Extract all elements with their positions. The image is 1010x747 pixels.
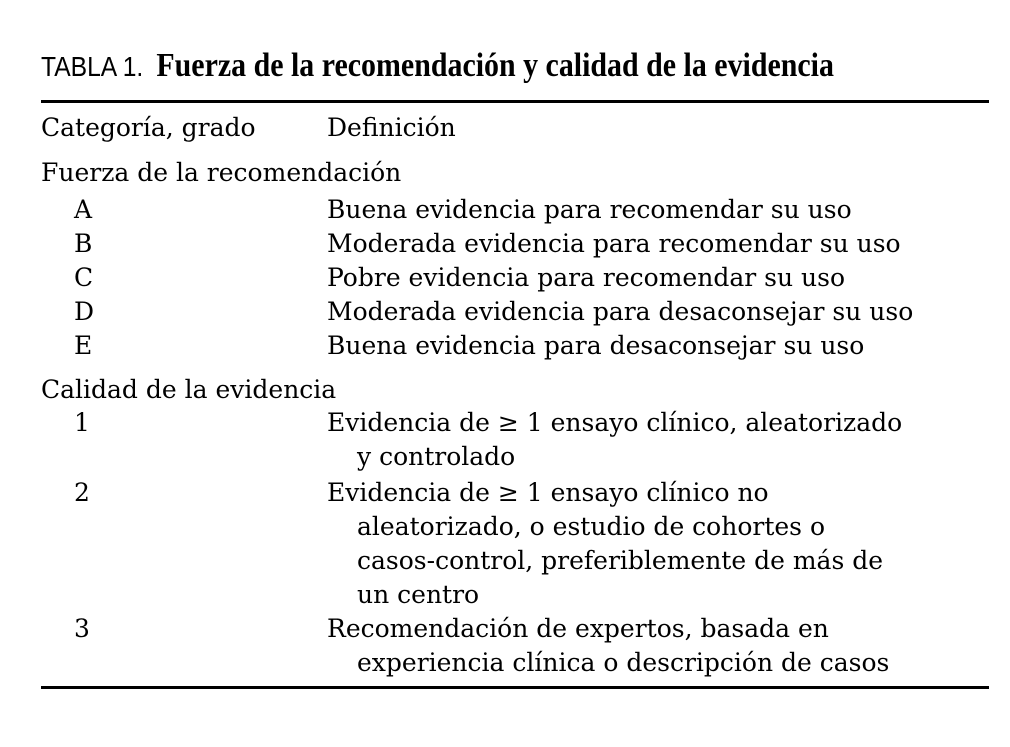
definition-line: Evidencia de ≥ 1 ensayo clínico, aleatorizado	[327, 408, 903, 437]
definition-cell	[327, 476, 989, 612]
section-label-strength: Fuerza de la recomendación	[41, 158, 402, 187]
definition-line: Pobre evidencia para recomendar su uso	[327, 263, 845, 292]
definition-line: Recomendación de expertos, basada en	[327, 614, 829, 643]
grade-cell: 2	[74, 478, 90, 507]
definition-line: Moderada evidencia para desaconsejar su uso	[327, 297, 914, 326]
definition-line: aleatorizado, o estudio de cohortes o	[357, 512, 826, 541]
grade-cell: E	[74, 331, 93, 360]
table-caption: Fuerza de la recomendación y calidad de la evidencia	[156, 47, 834, 84]
grade-cell: D	[74, 297, 95, 326]
definition-line: Evidencia de ≥ 1 ensayo clínico no	[327, 478, 769, 507]
grade-cell: 3	[74, 614, 90, 643]
column-header-category: Categoría, grado	[41, 113, 256, 142]
table-number: TABLA 1.	[41, 51, 144, 82]
grade-cell: C	[74, 263, 94, 292]
definition-line: y controlado	[357, 442, 516, 471]
definition-cell	[327, 329, 989, 363]
top-rule	[41, 100, 989, 103]
definition-line: Moderada evidencia para recomendar su uso	[327, 229, 901, 258]
bottom-rule	[41, 686, 989, 689]
table-title	[41, 40, 834, 93]
section-label-quality: Calidad de la evidencia	[41, 375, 337, 404]
grade-cell: B	[74, 229, 93, 258]
grade-cell: 1	[74, 408, 90, 437]
definition-line: casos-control, preferiblemente de más de	[357, 546, 884, 575]
definition-line: experiencia clínica o descripción de casos	[357, 648, 890, 677]
definition-cell	[327, 261, 989, 295]
definition-cell	[327, 406, 989, 474]
definition-cell	[327, 227, 989, 261]
definition-line: Buena evidencia para recomendar su uso	[327, 195, 852, 224]
grade-cell: A	[74, 195, 93, 224]
definition-line: un centro	[357, 580, 480, 609]
definition-cell	[327, 612, 989, 680]
definition-cell	[327, 193, 989, 227]
definition-line: Buena evidencia para desaconsejar su uso	[327, 331, 865, 360]
definition-cell	[327, 295, 989, 329]
column-header-definition: Definición	[327, 113, 456, 142]
